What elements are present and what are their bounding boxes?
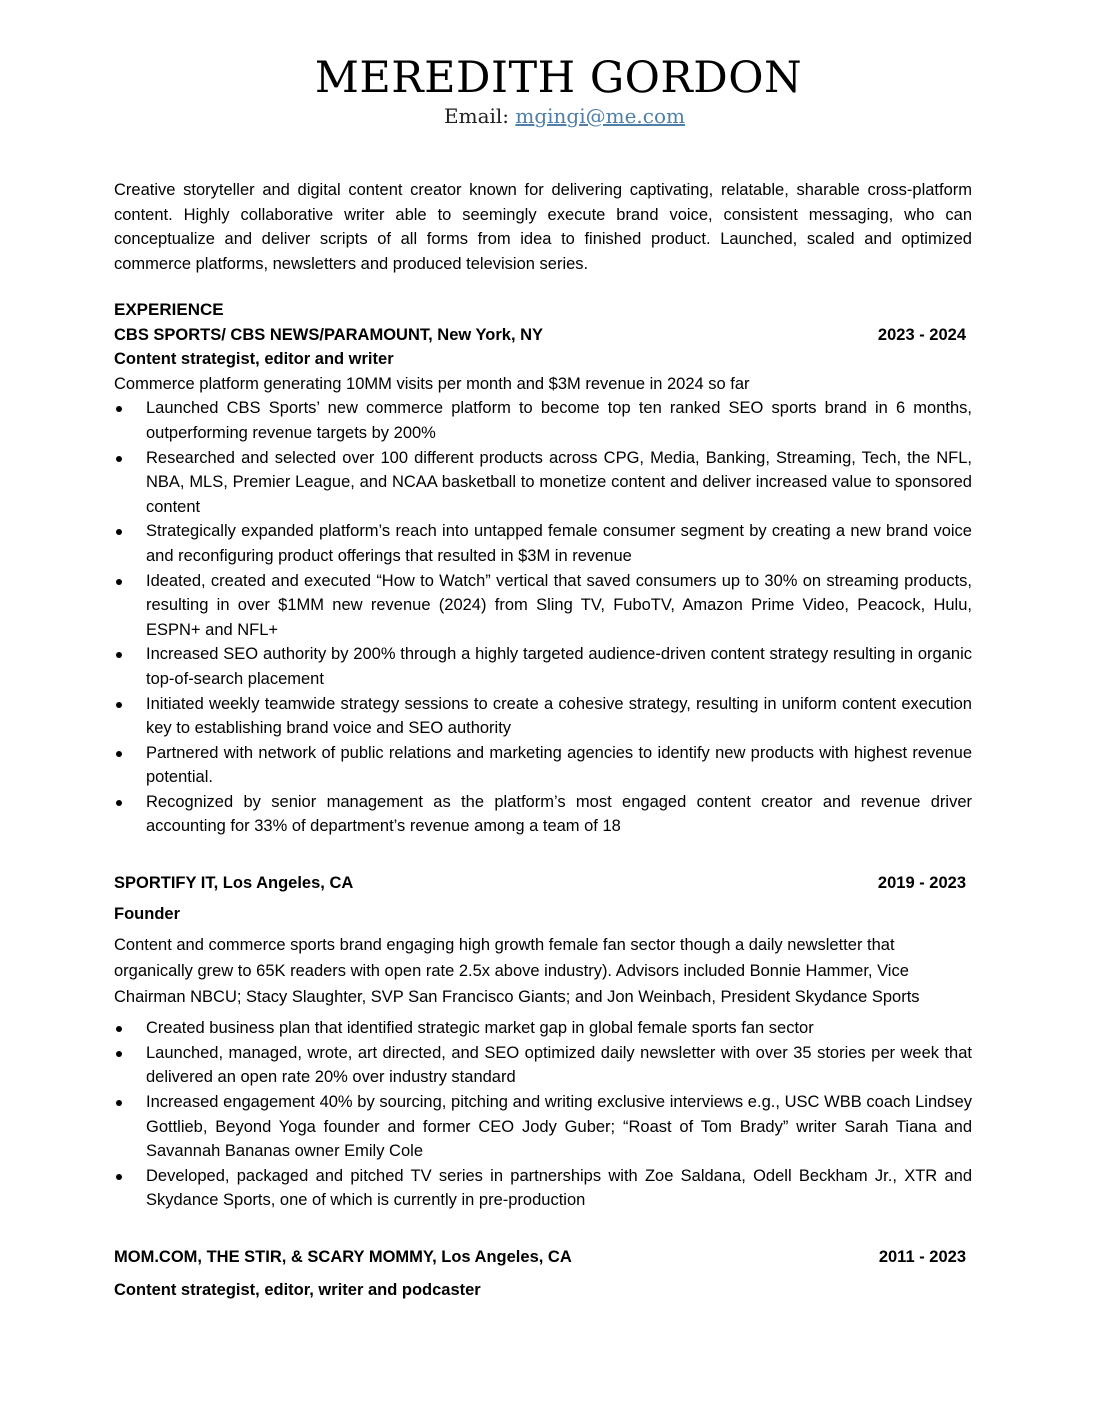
job-description: Commerce platform generating 10MM visits per month and $3M revenue in 2024 so far (114, 374, 750, 393)
email-label: Email: (444, 104, 516, 128)
job-bullets (114, 1016, 972, 1213)
candidate-name: MEREDITH GORDON (314, 53, 803, 103)
job-company: CBS SPORTS/ CBS NEWS/PARAMOUNT, New York, NY (114, 325, 544, 344)
job-role: Content strategist, editor, writer and podcaster (114, 1280, 481, 1299)
bullet-item: Partnered with network of public relations and marketing agencies to identify new products with highest revenue potential. (114, 741, 972, 790)
job-dates: 2019 - 2023 (877, 874, 966, 893)
job-company: SPORTIFY IT, Los Angeles, CA (114, 874, 354, 893)
bullet-item: Researched and selected over 100 different products across CPG, Media, Banking, Streaming, Tech, the NFL, NBA, MLS, Premier League, and NCAA basketball to monetize content and deliver increased value to sponsored content (114, 446, 972, 520)
job-role: Founder (114, 904, 180, 923)
bullet-item: Increased engagement 40% by sourcing, pitching and writing exclusive interviews e.g., USC WBB coach Lindsey Gottlieb, Beyond Yoga founder and former CEO Jody Guber; “Roast of Tom Brady” writer Sarah Tiana and Savannah Bananas owner Emily Cole (114, 1090, 972, 1164)
job-header (114, 323, 972, 348)
email-link[interactable]: mgingi@me.com (515, 104, 685, 128)
bullet-item: Developed, packaged and pitched TV series in partnerships with Zoe Saldana, Odell Beckham Jr., XTR and Skydance Sports, one of which is currently in pre-production (114, 1164, 972, 1213)
bullet-item: Launched CBS Sports’ new commerce platform to become top ten ranked SEO sports brand in 6 months, outperforming revenue targets by 200% (114, 396, 972, 445)
bullet-item: Launched, managed, wrote, art directed, and SEO optimized daily newsletter with over 35 stories per week that delivered an open rate 20% over industry standard (114, 1041, 972, 1090)
job-entry (114, 871, 972, 1213)
job-entry (114, 323, 972, 839)
email-line (0, 101, 1101, 131)
job-header (114, 1245, 972, 1270)
bullet-item: Ideated, created and executed “How to Watch” vertical that saved consumers up to 30% on streaming products, resulting in over $1MM new revenue (2024) from Sling TV, FuboTV, Amazon Prime Video, Peacock, Hulu, ESPN+ and NFL+ (114, 569, 972, 643)
section-title-experience: EXPERIENCE (114, 300, 224, 319)
summary-paragraph: Creative storyteller and digital content creator known for delivering captivating, relatable, sharable cross-platform content. Highly collaborative writer able to seemingly execute brand voice, consistent messaging, who can conceptualize and deliver scripts of all forms from idea to finished product. Launched, scaled and optimized commerce platforms, newsletters and produced television series. (114, 181, 972, 273)
job-dates: 2011 - 2023 (878, 1248, 966, 1266)
bullet-item: Recognized by senior management as the platform’s most engaged content creator and revenue driver accounting for 33% of department’s revenue among a team of 18 (114, 790, 972, 839)
experience-section (114, 298, 972, 1302)
job-company: MOM.COM, THE STIR, & SCARY MOMMY, Los Angeles, CA (114, 1248, 572, 1266)
bullet-item: Created business plan that identified strategic market gap in global female sports fan sector (114, 1016, 972, 1041)
job-dates: 2023 - 2024 (877, 325, 966, 344)
bullet-item: Initiated weekly teamwide strategy sessions to create a cohesive strategy, resulting in uniform content execution key to establishing brand voice and SEO authority (114, 692, 972, 741)
job-header (114, 871, 972, 896)
job-entry (114, 1245, 972, 1302)
job-bullets (114, 396, 972, 839)
job-description: Content and commerce sports brand engaging high growth female fan sector though a daily newsletter that organically grew to 65K readers with open rate 2.5x above industry). Advisors included Bonnie Hammer, Vice Chairman NBCU; Stacy Slaughter, SVP San Francisco Giants; and Jon Weinbach, President Skydance Sports (114, 936, 920, 1007)
job-role: Content strategist, editor and writer (114, 350, 394, 369)
bullet-item: Strategically expanded platform’s reach into untapped female consumer segment by creating a new brand voice and reconfiguring product offerings that resulted in $3M in revenue (114, 519, 972, 568)
bullet-item: Increased SEO authority by 200% through a highly targeted audience-driven content strategy resulting in organic top-of-search placement (114, 642, 972, 691)
